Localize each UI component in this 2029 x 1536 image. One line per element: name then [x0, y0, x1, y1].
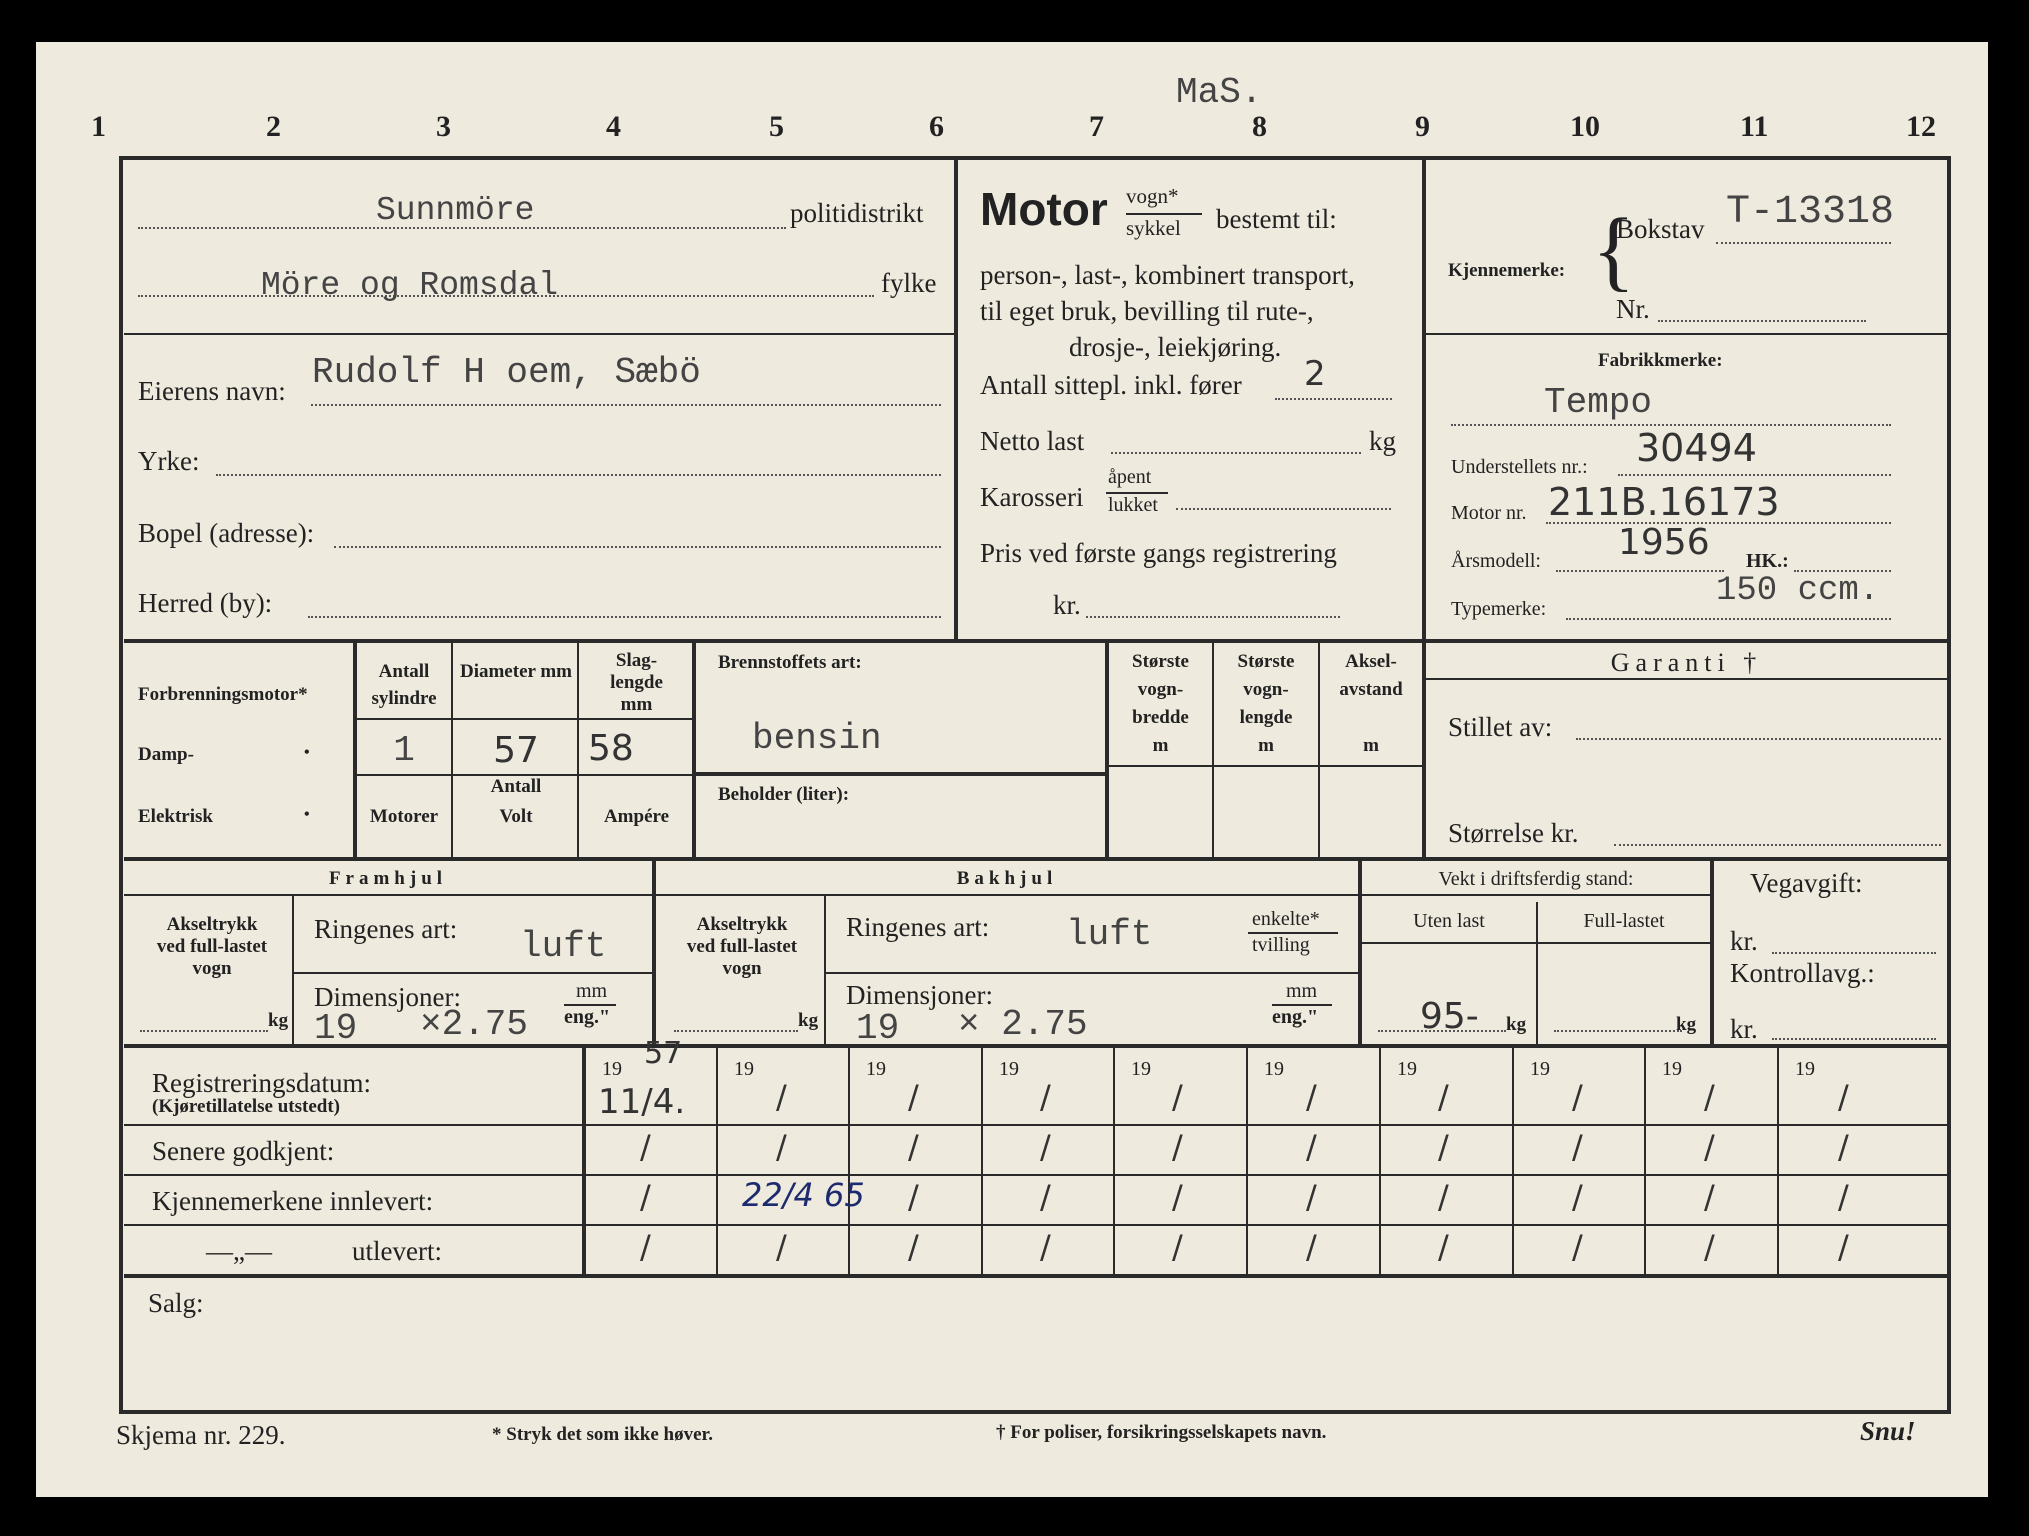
divider: [124, 1174, 1951, 1176]
slash: /: [1838, 1128, 1849, 1166]
engine-type: Elektrisk: [138, 806, 213, 827]
divider: [656, 894, 1358, 896]
column-number: 10: [1570, 110, 1600, 143]
slash: /: [640, 1228, 651, 1266]
bakhjul-dim-b: × 2.75: [958, 1004, 1088, 1045]
motor-purpose: person-, last-, kombinert transport,: [980, 260, 1355, 290]
karosseri-lukket: lukket: [1108, 494, 1158, 516]
motor-title: Motor: [980, 183, 1108, 235]
divider: [124, 1124, 1951, 1126]
bakhjul-enkelte: enkelte*: [1252, 908, 1320, 930]
vekt-full-kg: kg: [1676, 1014, 1697, 1035]
slash: /: [1172, 1178, 1183, 1216]
diameter-header: Diameter mm: [459, 661, 572, 682]
bredde-header: [1109, 648, 1212, 760]
vekt-uten-kg: kg: [1506, 1014, 1527, 1035]
framhjul-eng: eng.": [564, 1006, 611, 1028]
section-divider: [124, 1274, 1951, 1278]
divider: [294, 972, 652, 974]
frame-top: [119, 156, 1951, 160]
slash: /: [908, 1178, 919, 1216]
divider: [716, 1048, 718, 1274]
salg-label: Salg:: [148, 1288, 204, 1318]
vegavgift-kr: kr.: [1730, 926, 1758, 956]
aksel-line: Aksel-: [1345, 651, 1397, 672]
volt-label: Volt: [499, 806, 533, 827]
slash: /: [1438, 1178, 1449, 1216]
arsmodell-value: 1956: [1618, 522, 1710, 563]
plate-brace: {: [1592, 201, 1636, 300]
karosseri-label: Karosseri: [980, 482, 1084, 512]
innlevert-label: Kjennemerkene innlevert:: [152, 1186, 434, 1216]
column-number: 5: [769, 110, 784, 143]
sylindre-value: 1: [393, 730, 415, 771]
footer-poliser: † For poliser, forsikringsselskapets navn.: [996, 1422, 1327, 1443]
owner-label: Eierens navn:: [138, 376, 286, 406]
reg-label: Registreringsdatum:: [152, 1068, 371, 1098]
lengde-line: vogn-: [1243, 679, 1289, 700]
divider: [124, 1224, 1951, 1226]
slash: /: [1572, 1128, 1583, 1166]
slash: /: [1572, 1178, 1583, 1216]
framhjul-mm: mm: [576, 980, 608, 1002]
column-number: 4: [606, 110, 621, 143]
lengde-header: [1214, 648, 1318, 760]
slash: /: [1306, 1228, 1317, 1266]
bredde-line: Største: [1132, 651, 1189, 672]
brensel-label: Brennstoffets art:: [718, 652, 862, 673]
nr-label: Nr.: [1616, 294, 1650, 324]
dotted-line: [1618, 474, 1891, 476]
framhjul-dim-label: Dimensjoner:: [314, 982, 461, 1012]
garanti-stillet: Stillet av:: [1448, 712, 1553, 742]
slash: /: [1838, 1228, 1849, 1266]
utlevert-label: utlevert:: [352, 1236, 442, 1266]
reg-sub-label: (Kjøretillatelse utstedt): [152, 1096, 341, 1117]
bakhjul-tvilling: tvilling: [1252, 934, 1310, 956]
framhjul-title: Framhjul: [328, 868, 448, 889]
year-prefix: 19: [1397, 1058, 1417, 1080]
akseltrykk-line: vogn: [192, 958, 232, 979]
divider: [1710, 861, 1714, 1044]
frame-left: [119, 156, 123, 1412]
ampere-label: Ampére: [603, 806, 670, 827]
framhjul-dim-b: ×2.75: [420, 1004, 529, 1045]
diameter-value: 57: [493, 730, 539, 771]
dotted-line: [1614, 844, 1941, 846]
year-prefix: 19: [866, 1058, 886, 1080]
dotted-line: [1275, 398, 1392, 400]
column-number: 3: [436, 110, 451, 143]
divider: [1246, 1048, 1248, 1274]
divider: [1777, 1048, 1779, 1274]
slash: /: [1040, 1128, 1051, 1166]
bakhjul-ringer-label: Ringenes art:: [846, 912, 990, 942]
dotted-line: [334, 546, 941, 548]
section-divider: [124, 639, 1951, 643]
slag-header-3: mm: [620, 694, 653, 715]
plate-label: Kjennemerke:: [1448, 260, 1566, 281]
divider: [124, 894, 652, 896]
understell-value: 30494: [1636, 426, 1757, 470]
typemerke-label: Typemerke:: [1451, 598, 1547, 620]
section-divider: [124, 857, 1951, 861]
garanti-storrelse: Størrelse kr.: [1448, 818, 1579, 848]
divider: [826, 972, 1358, 974]
dotted-line: [1566, 618, 1891, 620]
dotted-line: [1716, 242, 1891, 244]
slash: /: [908, 1128, 919, 1166]
frame-bottom: [119, 1410, 1951, 1414]
divider: [355, 718, 692, 720]
slash: /: [908, 1228, 919, 1266]
slash: /: [1306, 1128, 1317, 1166]
understell-label: Understellets nr.:: [1451, 456, 1588, 478]
slash: /: [1438, 1128, 1449, 1166]
kontrollavg-kr: kr.: [1730, 1014, 1758, 1044]
slash: /: [1704, 1128, 1715, 1166]
slash: /: [1838, 1078, 1849, 1116]
fabrikkmerke-value: Tempo: [1544, 382, 1653, 423]
bredde-line: bredde: [1132, 707, 1189, 728]
district-label: politidistrikt: [790, 198, 924, 228]
dotted-line: [1176, 508, 1391, 510]
seats-label: Antall sittepl. inkl. fører: [980, 370, 1242, 400]
slash: /: [1040, 1228, 1051, 1266]
akseltrykk-line: Akseltrykk: [166, 914, 258, 935]
column-number: 9: [1415, 110, 1430, 143]
framhjul-dim-a: 19: [314, 1008, 358, 1049]
dotted-line: [674, 1030, 798, 1032]
footer-skjema: Skjema nr. 229.: [116, 1420, 286, 1450]
vekt-uten-value: 95-: [1420, 996, 1479, 1037]
owner-value: Rudolf H oem, Sæbö: [312, 352, 701, 393]
divider: [824, 896, 826, 1044]
slash: /: [1438, 1078, 1449, 1116]
slag-header-2: lengde: [610, 672, 663, 693]
vekt-uten: Uten last: [1413, 910, 1485, 932]
dotted-line: [1554, 1030, 1682, 1032]
year-prefix: 19: [734, 1058, 754, 1080]
slash: /: [1572, 1078, 1583, 1116]
slash: /: [1838, 1178, 1849, 1216]
antall-label: Antall: [490, 776, 542, 797]
bullet: •: [304, 806, 310, 823]
stamp-text: MaS.: [1176, 72, 1263, 113]
year-prefix: 19: [1662, 1058, 1682, 1080]
slash: /: [1572, 1228, 1583, 1266]
framhjul-ringer-value: luft: [520, 926, 607, 967]
dotted-line: [311, 404, 941, 406]
netto-label: Netto last: [980, 426, 1085, 456]
brensel-value: bensin: [752, 718, 882, 759]
motor-nr-label: Motor nr.: [1451, 502, 1527, 524]
herred-label: Herred (by):: [138, 588, 273, 618]
dotted-line: [1111, 452, 1361, 454]
column-number: 2: [266, 110, 281, 143]
divider: [696, 772, 1105, 776]
akseltrykk-line: ved full-lastet: [686, 936, 798, 957]
motor-bestemt: bestemt til:: [1216, 204, 1337, 234]
slash: /: [1040, 1078, 1051, 1116]
dotted-line: [1556, 570, 1724, 572]
slash: /: [1306, 1178, 1317, 1216]
divider: [1362, 942, 1710, 944]
county-value: Möre og Romsdal: [261, 267, 559, 304]
slag-header-1: Slag-: [615, 650, 658, 671]
utlevert-prefix: —„—: [206, 1236, 272, 1266]
arsmodell-label: Årsmodell:: [1451, 550, 1541, 572]
slash: /: [1172, 1228, 1183, 1266]
slag-value: 58: [588, 728, 634, 769]
slash: /: [776, 1128, 787, 1166]
motor-nr-value: 211B.16173: [1548, 480, 1780, 524]
bakhjul-eng: eng.": [1272, 1006, 1319, 1028]
divider: [1362, 894, 1710, 896]
engine-type: Forbrenningsmotor*: [138, 684, 308, 705]
divider: [1107, 765, 1422, 767]
motor-purpose: drosje-, leiekjøring.: [1069, 332, 1282, 362]
bokstav-label: Bokstav: [1616, 214, 1705, 244]
year-prefix: 19: [1795, 1058, 1815, 1080]
divider: [848, 1048, 850, 1274]
hk-label: HK.:: [1746, 550, 1789, 572]
motor-sykkel: sykkel: [1126, 216, 1181, 240]
divider: [1426, 333, 1947, 335]
first-year-value: 57: [644, 1036, 683, 1071]
motor-purpose: til eget bruk, bevilling til rute-,: [980, 296, 1314, 326]
address-label: Bopel (adresse):: [138, 518, 315, 548]
motorer-label: Motorer: [369, 806, 439, 827]
first-date-value: 11/4.: [598, 1082, 686, 1122]
price-label: Pris ved første gangs registrering: [980, 538, 1337, 568]
akseltrykk-line: ved full-lastet: [156, 936, 268, 957]
column-number: 11: [1740, 110, 1769, 143]
dotted-line: [1576, 738, 1941, 740]
bredde-line: vogn-: [1137, 679, 1184, 700]
dotted-line: [216, 474, 941, 476]
divider: [981, 1048, 983, 1274]
fraction-line: [1126, 213, 1202, 215]
slash: /: [1040, 1178, 1051, 1216]
occupation-label: Yrke:: [138, 446, 200, 476]
engine-type: Damp-: [138, 744, 194, 765]
column-number: 8: [1252, 110, 1267, 143]
dotted-line: [308, 616, 941, 618]
bakhjul-dim-a: 19: [856, 1008, 900, 1049]
sylindre-header: Antall sylindre: [371, 661, 437, 709]
lengde-line: lengde: [1239, 707, 1293, 728]
divider: [692, 643, 696, 857]
beholder-label: Beholder (liter):: [718, 784, 850, 805]
bakhjul-dim-label: Dimensjoner:: [846, 980, 993, 1010]
footer-snu: Snu!: [1860, 1416, 1916, 1446]
vekt-title: Vekt i driftsferdig stand:: [1438, 868, 1634, 890]
slash: /: [1306, 1078, 1317, 1116]
bakhjul-title: Bakhjul: [956, 868, 1058, 889]
divider: [1422, 156, 1426, 639]
year-prefix: 19: [1530, 1058, 1550, 1080]
year-prefix: 19: [999, 1058, 1019, 1080]
registration-card: [36, 42, 1988, 1497]
framhjul-akseltrykk: [132, 914, 292, 980]
aksel-header: [1320, 648, 1422, 760]
fabrikkmerke-label: Fabrikkmerke:: [1598, 350, 1723, 371]
vekt-full: Full-lastet: [1583, 910, 1665, 932]
district-value: Sunnmöre: [376, 192, 535, 229]
column-number: 6: [929, 110, 944, 143]
year-prefix: 19: [1264, 1058, 1284, 1080]
netto-unit: kg: [1369, 426, 1396, 456]
senere-label: Senere godkjent:: [152, 1136, 335, 1166]
slash: /: [1438, 1228, 1449, 1266]
bakhjul-mm: mm: [1286, 980, 1318, 1002]
karosseri-apent: åpent: [1108, 466, 1152, 488]
divider: [577, 643, 579, 857]
bokstav-value: T-13318: [1726, 190, 1895, 235]
slash: /: [1172, 1128, 1183, 1166]
divider: [1512, 1048, 1514, 1274]
dotted-line: [140, 1030, 268, 1032]
innlevert-mark: 22/4 65: [742, 1176, 865, 1214]
bakhjul-ringer-value: luft: [1066, 914, 1153, 955]
year-prefix: 19: [1131, 1058, 1151, 1080]
column-number: 7: [1089, 110, 1104, 143]
divider: [292, 896, 294, 1044]
kontrollavg-label: Kontrollavg.:: [1730, 958, 1875, 988]
slash: /: [776, 1228, 787, 1266]
divider: [582, 1048, 586, 1274]
slash: /: [776, 1078, 787, 1116]
slash: /: [1704, 1078, 1715, 1116]
divider: [1379, 1048, 1381, 1274]
slash: /: [640, 1128, 651, 1166]
year-prefix: 19: [602, 1058, 622, 1080]
divider: [1426, 678, 1947, 680]
akseltrykk-line: Akseltrykk: [696, 914, 788, 935]
motor-vogn: vogn*: [1126, 184, 1179, 208]
slash: /: [1704, 1178, 1715, 1216]
aksel-line: avstand: [1339, 679, 1403, 700]
framhjul-ringer-label: Ringenes art:: [314, 914, 458, 944]
bredde-line: m: [1152, 735, 1169, 756]
divider: [124, 333, 954, 335]
divider: [954, 156, 958, 639]
dotted-line: [1772, 1038, 1936, 1040]
slash: /: [1704, 1228, 1715, 1266]
divider: [451, 643, 453, 857]
footer-stryk: * Stryk det som ikke høver.: [492, 1424, 713, 1445]
column-number: 12: [1906, 110, 1936, 143]
divider: [1113, 1048, 1115, 1274]
county-label: fylke: [881, 268, 937, 298]
divider: [1644, 1048, 1646, 1274]
slash: /: [640, 1178, 651, 1216]
garanti-title: Garanti †: [1610, 648, 1763, 677]
bullet: •: [304, 744, 310, 761]
dotted-line: [1658, 320, 1866, 322]
price-kr: kr.: [1053, 590, 1081, 620]
typemerke-value: 150 ccm.: [1716, 572, 1880, 610]
bakhjul-akseltrykk: [662, 914, 822, 980]
bakhjul-kg: kg: [798, 1010, 819, 1031]
slash: /: [1172, 1078, 1183, 1116]
slash: /: [908, 1078, 919, 1116]
dotted-line: [1772, 952, 1936, 954]
column-number: 1: [91, 110, 106, 143]
lengde-line: Største: [1237, 651, 1295, 672]
vegavgift-title: Vegavgift:: [1750, 868, 1863, 898]
framhjul-kg: kg: [268, 1010, 289, 1031]
seats-value: 2: [1304, 354, 1326, 394]
aksel-line: m: [1363, 735, 1379, 756]
lengde-line: m: [1258, 735, 1274, 756]
akseltrykk-line: vogn: [722, 958, 762, 979]
dotted-line: [1086, 616, 1340, 618]
